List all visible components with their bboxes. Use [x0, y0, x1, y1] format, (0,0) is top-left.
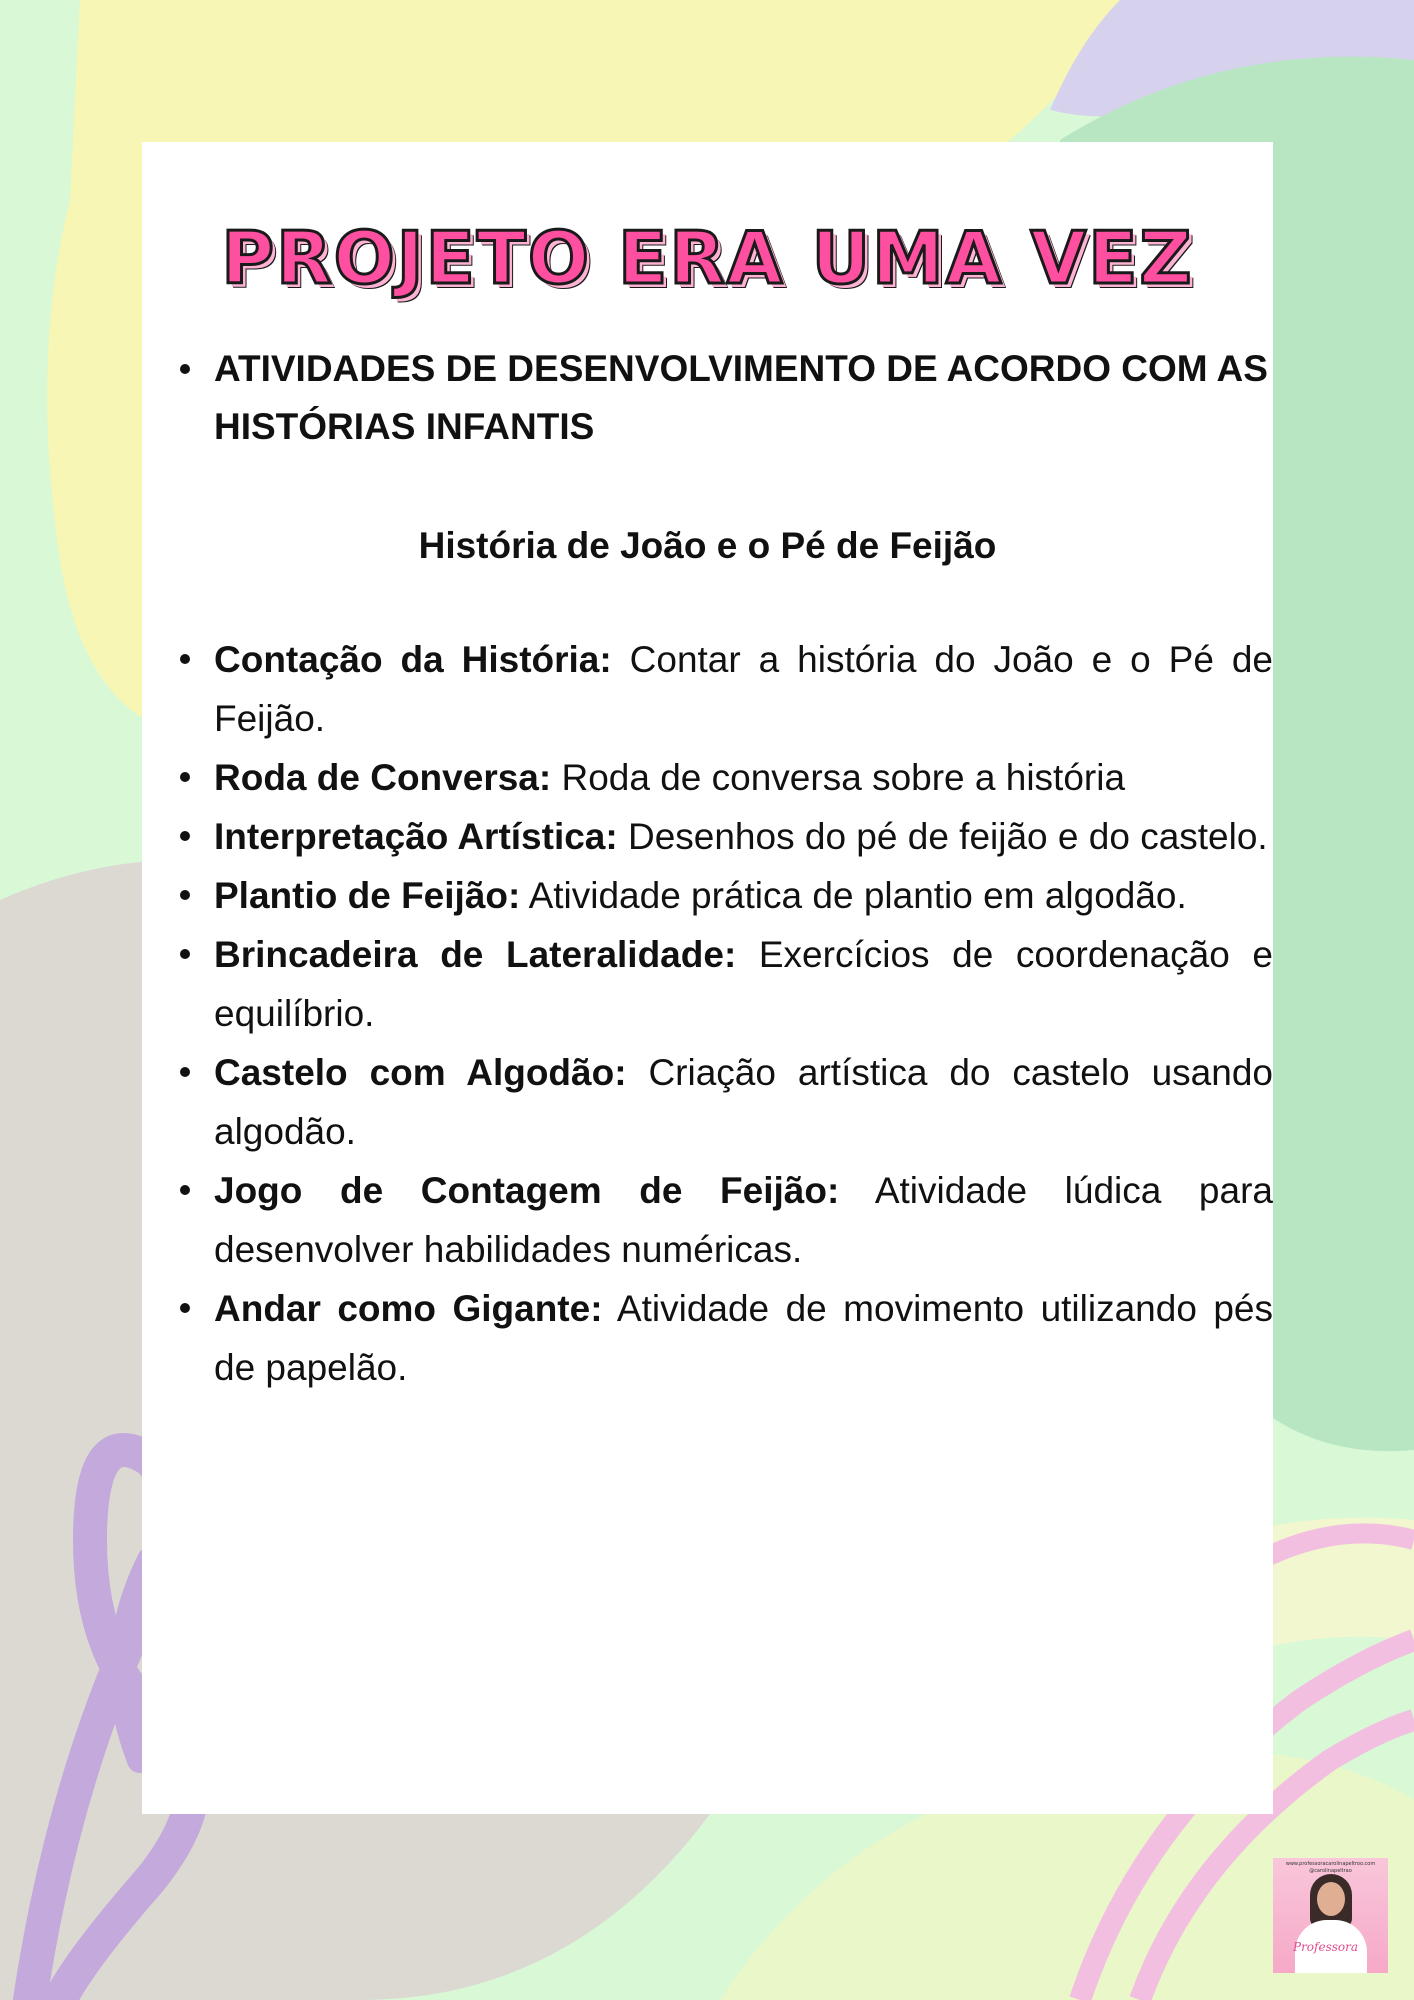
intro-item: ATIVIDADES DE DESENVOLVIMENTO DE ACORDO COM AS HISTÓRIAS INFANTIS — [214, 340, 1269, 456]
activity-name: Brincadeira de Lateralidade: — [214, 934, 737, 975]
activity-text: Roda de conversa sobre a história — [551, 757, 1126, 798]
activity-item — [214, 1043, 1273, 1161]
activity-name: Contação da História: — [214, 639, 612, 680]
activity-text: Criação artística do castelo usando algodão. — [214, 1052, 1273, 1152]
signature-logo: Professora — [1293, 1940, 1359, 1954]
activity-name: Roda de Conversa: — [214, 757, 552, 798]
activity-item — [214, 807, 1273, 866]
activity-text: Desenhos do pé de feijão e do castelo. — [617, 816, 1268, 857]
activity-name: Andar como Gigante: — [214, 1288, 603, 1329]
page-title: PROJETO ERA UMA VEZ — [221, 216, 1194, 300]
activity-item — [214, 1279, 1273, 1397]
activity-name: Interpretação Artística: — [214, 816, 618, 857]
activity-item — [214, 866, 1273, 925]
activity-list — [214, 630, 1273, 1397]
intro-list — [214, 340, 1269, 456]
activity-item — [214, 925, 1273, 1043]
content-card — [142, 142, 1273, 1814]
photo-caption: www.professoracarolinapeltroo.com @carolinapeltrao — [1285, 1861, 1376, 1874]
activity-name: Plantio de Feijão: — [214, 875, 521, 916]
activity-name: Castelo com Algodão: — [214, 1052, 627, 1093]
activity-text: Atividade de movimento utilizando pés de papelão. — [214, 1288, 1273, 1388]
activity-text: Atividade prática de plantio em algodão. — [520, 875, 1187, 916]
story-title: História de João e o Pé de Feijão — [418, 525, 997, 566]
activity-item — [214, 1161, 1273, 1279]
photo-face — [1317, 1882, 1345, 1916]
activity-name: Jogo de Contagem de Feijão: — [214, 1170, 840, 1211]
activity-item — [214, 748, 1273, 807]
activity-text: Contar a história do João e o Pé de Feijão. — [214, 639, 1273, 739]
activity-item — [214, 630, 1273, 748]
activity-text: Atividade lúdica para desenvolver habilidades numéricas. — [214, 1170, 1273, 1270]
author-photo — [1273, 1858, 1388, 1973]
activity-text: Exercícios de coordenação e equilíbrio. — [214, 934, 1273, 1034]
